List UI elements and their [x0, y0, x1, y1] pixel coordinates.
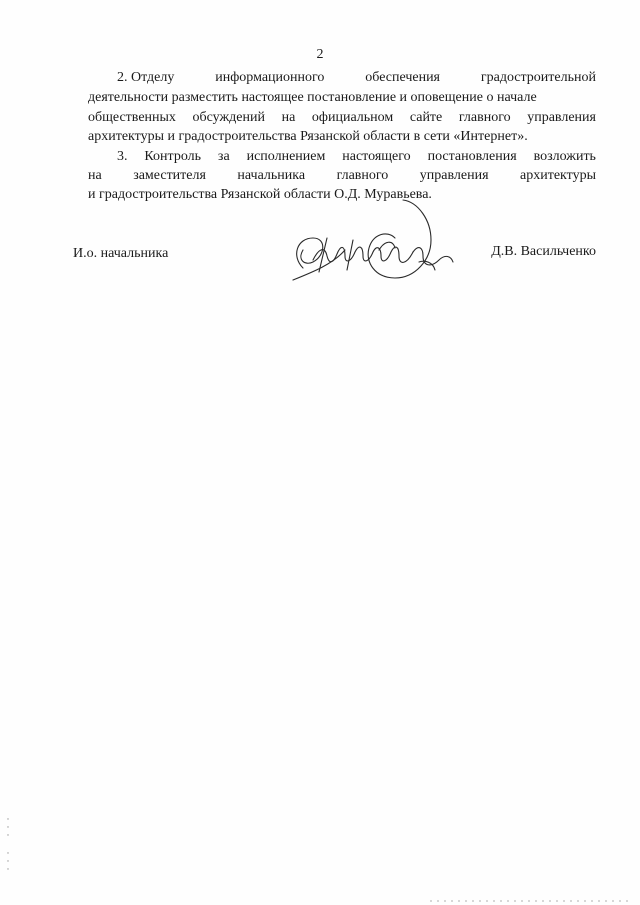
word: возложить [533, 149, 596, 164]
word: управления [419, 168, 489, 183]
word: на [88, 168, 102, 183]
word: исполнением [246, 149, 326, 164]
scan-artifact [4, 815, 12, 875]
word: Контроль [144, 149, 202, 164]
word: на [281, 110, 296, 125]
word: 3. [117, 149, 128, 164]
word: главного [458, 110, 511, 125]
paragraph-2-line-4: архитектуры и градостроительства Рязанской области в сети «Интернет». [88, 129, 528, 144]
word: информационного [215, 70, 325, 85]
paragraph-3-line-1 [117, 147, 596, 167]
word: управления [527, 110, 596, 125]
scan-artifact [430, 899, 630, 903]
handwritten-signature [283, 190, 463, 290]
word: начальника [237, 168, 306, 183]
word: за [217, 149, 230, 164]
word: настоящего [342, 149, 411, 164]
word: обсуждений [192, 110, 265, 125]
paragraph-2-line-1 [117, 68, 596, 88]
paragraph-2-line-3 [88, 108, 596, 128]
word: 2. Отделу [117, 70, 175, 85]
paragraph-3-line-2 [88, 166, 596, 186]
word: официальном [311, 110, 394, 125]
word: общественных [88, 110, 176, 125]
word: градостроительной [480, 70, 596, 85]
word: заместителя [133, 168, 206, 183]
page-number: 2 [316, 47, 324, 62]
signatory-title: И.о. начальника [73, 246, 169, 261]
word: главного [336, 168, 389, 183]
paragraph-3-line-3: и градостроительства Рязанской области О.Д. Муравьева. [88, 187, 432, 202]
signatory-name: Д.В. Васильченко [491, 244, 596, 259]
word: постановления [427, 149, 517, 164]
paragraph-2-line-2: деятельности разместить настоящее постановление и оповещение о начале [88, 90, 537, 105]
word: сайте [409, 110, 443, 125]
word: обеспечения [365, 70, 441, 85]
word: архитектуры [520, 168, 596, 183]
